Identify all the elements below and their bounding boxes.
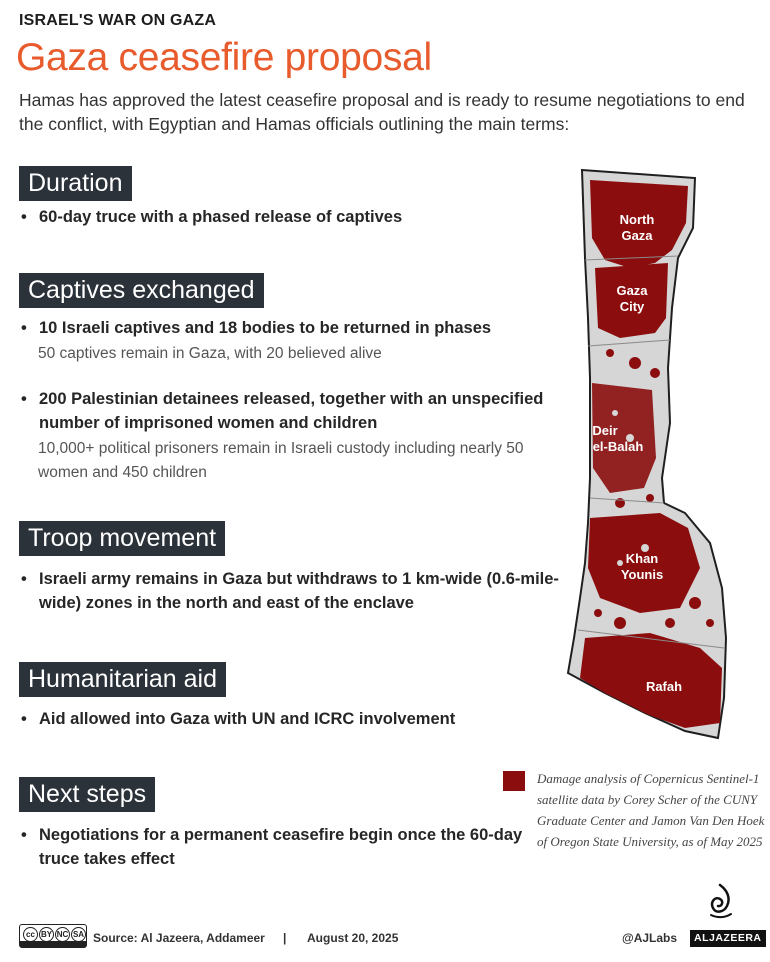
note-captives-remaining: 50 captives remain in Gaza, with 20 believed alive [38,345,382,362]
label-gaza-city-1: Gaza [616,283,648,298]
footer [0,920,770,960]
label-deir-2: el-Balah [592,439,644,454]
legend-damage-swatch [503,771,525,791]
label-gaza-city-2: City [619,299,645,314]
cc-icon: cc [23,927,38,942]
kicker: ISRAEL'S WAR ON GAZA [19,12,217,29]
bullet-captives-israeli: • 10 Israeli captives and 18 bodies to be returned in phases [21,319,492,337]
nc-icon: NC [55,927,70,942]
label-deir-1: Deir [592,423,618,438]
heading-duration: Duration [19,166,132,201]
heading-next: Next steps [19,777,155,812]
bullet-next: • Negotiations for a permanent ceasefire begin once the 60-day truce takes effect [21,826,523,868]
by-icon: BY [39,927,54,942]
note-political-prisoners: 10,000+ political prisoners remain in Israeli custody including nearly 50 women and 450 children [38,440,524,481]
aljazeera-wordmark: ALJAZEERA [690,930,766,947]
label-khan-younis-1: Khan [625,551,659,566]
bullet-aid: • Aid allowed into Gaza with UN and ICRC involvement [21,710,456,728]
creative-commons-badge [19,924,87,948]
gaza-damage-map [560,168,730,748]
aljazeera-logo-icon [705,882,735,920]
label-north-gaza-2: Gaza [621,228,653,243]
heading-aid: Humanitarian aid [19,662,226,697]
cc-bar [20,941,86,947]
intro-text: Hamas has approved the latest ceasefire proposal and is ready to resume negotiations to end the conflict, with Egyptian and Hamas officials outlining the main terms: [19,90,745,134]
label-khan-younis-2: Younis [620,567,664,582]
bullet-palestinian-detainees: • 200 Palestinian detainees released, together with an unspecified number of imprisoned women and children [21,390,544,432]
bullet-troops: • Israeli army remains in Gaza but withdraws to 1 km-wide (0.6-mile-wide) zones in the north and east of the enclave [21,570,559,612]
source-text: Source: Al Jazeera, Addameer [93,931,265,945]
bullet-duration: • 60-day truce with a phased release of captives [21,208,403,226]
legend-text: Damage analysis of Copernicus Sentinel-1 satellite data by Corey Scher of the CUNY Graduate Center and Jamon Van Den Hoek of Oregon State University, as of May 2025 [537,771,765,849]
sa-icon: SA [71,927,86,942]
label-rafah: Rafah [645,679,683,694]
page-title: Gaza ceasefire proposal [16,36,432,79]
heading-troops: Troop movement [19,521,225,556]
heading-captives: Captives exchanged [19,273,264,308]
label-north-gaza-1: North [619,212,655,227]
footer-separator: | [283,931,287,945]
publish-date: August 20, 2025 [307,931,399,945]
ajlabs-handle: @AJLabs [622,931,678,945]
